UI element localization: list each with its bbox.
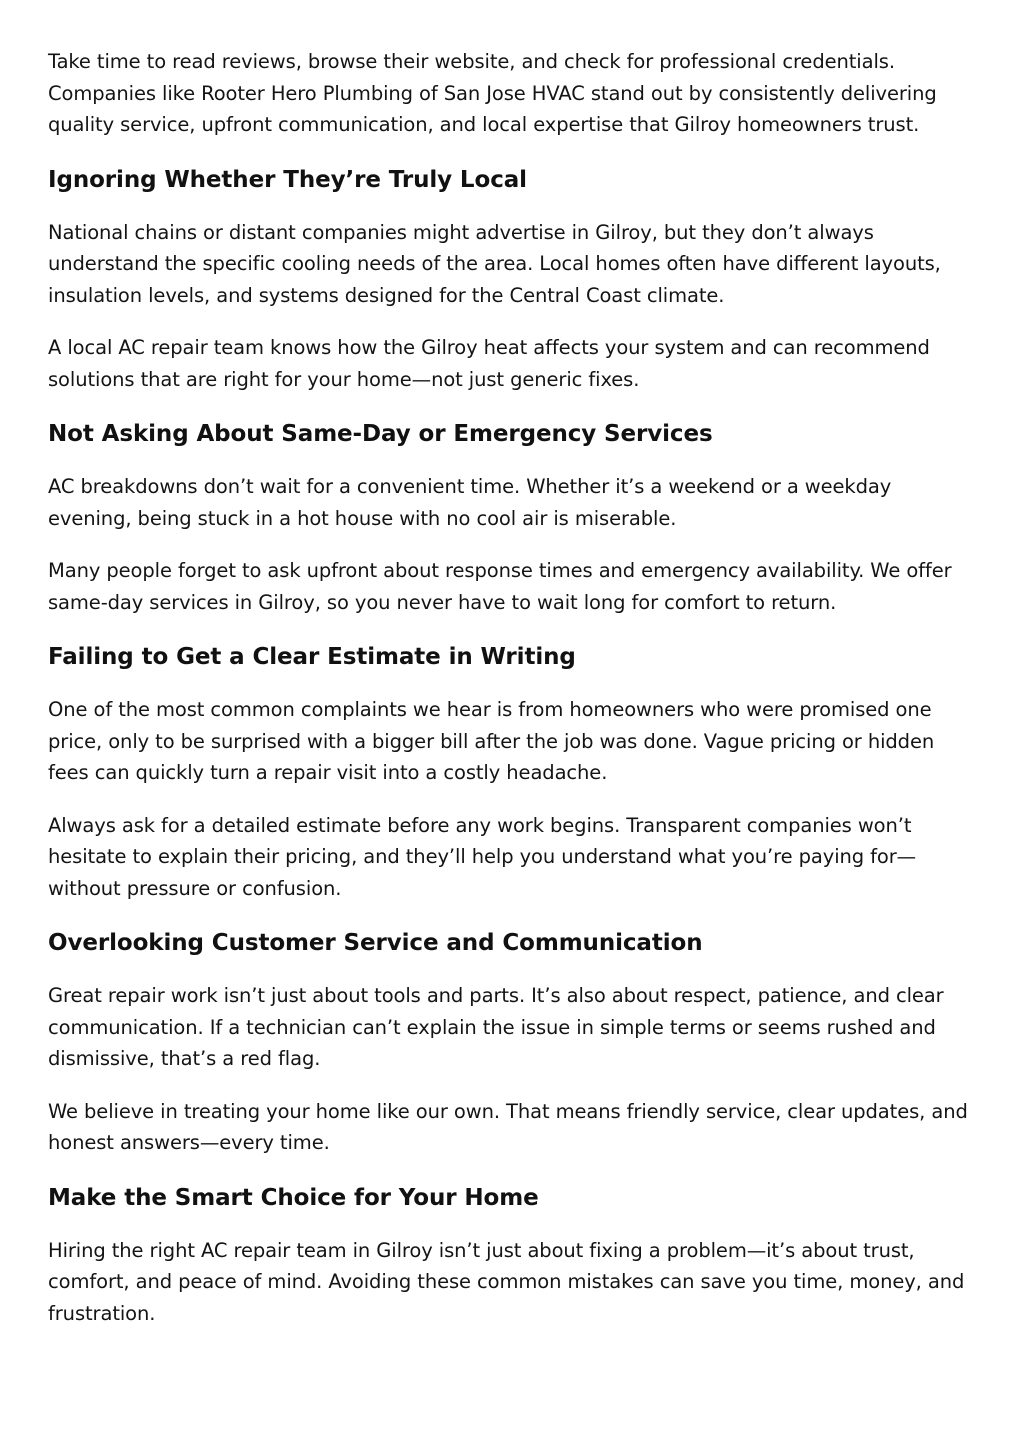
- paragraph-estimate-2: Always ask for a detailed estimate before any work begins. Transparent companies won’t hesitate to explain their pricing, and they’ll help you understand what you’re paying for—without pressure or confusion.: [48, 813, 917, 900]
- heading-smart-choice: Make the Smart Choice for Your Home: [48, 1184, 539, 1211]
- heading-truly-local: Ignoring Whether They’re Truly Local: [48, 166, 527, 193]
- paragraph-service-2: We believe in treating your home like our own. That means friendly service, clear updates, and honest answers—every time.: [48, 1099, 968, 1154]
- heading-customer-service: Overlooking Customer Service and Communication: [48, 930, 703, 956]
- paragraph-local-1: National chains or distant companies might advertise in Gilroy, but they don’t always understand the specific cooling needs of the area. Local homes often have different layouts, insulation levels, and systems designed for the Central Coast climate.: [48, 220, 941, 307]
- paragraph-same-day-1: AC breakdowns don’t wait for a convenient time. Whether it’s a weekend or a weekday evening, being stuck in a hot house with no cool air is miserable.: [48, 475, 892, 530]
- paragraph-estimate-1: One of the most common complaints we hear is from homeowners who were promised one price, only to be surprised with a bigger bill after the job was done. Vague pricing or hidden fees can quickly turn a repair visit into a costly headache.: [48, 698, 935, 784]
- heading-same-day: Not Asking About Same-Day or Emergency Services: [48, 421, 713, 447]
- paragraph-same-day-2: Many people forget to ask upfront about response times and emergency availability. We offer same-day services in Gilroy, so you never have to wait long for comfort to return.: [48, 559, 952, 614]
- paragraph-intro: Take time to read reviews, browse their website, and check for professional credentials. Companies like Rooter Hero Plumbing of San Jose HVAC stand out by consistently delivering quality service, upfront communication, and local expertise that Gilroy homeowners trust.: [48, 50, 937, 136]
- paragraph-local-2: A local AC repair team knows how the Gilroy heat affects your system and can recommend solutions that are right for your home—not just generic fixes.: [48, 336, 930, 391]
- heading-clear-estimate: Failing to Get a Clear Estimate in Writing: [48, 644, 576, 670]
- paragraph-service-1: Great repair work isn’t just about tools and parts. It’s also about respect, patience, and clear communication. If a technician can’t explain the issue in simple terms or seems rushed and dismissive, that’s a red flag.: [48, 984, 944, 1070]
- paragraph-smart-choice: Hiring the right AC repair team in Gilroy isn’t just about fixing a problem—it’s about trust, comfort, and peace of mind. Avoiding these common mistakes can save you time, money, and frustration.: [48, 1238, 965, 1325]
- article-body: [48, 46, 978, 1329]
